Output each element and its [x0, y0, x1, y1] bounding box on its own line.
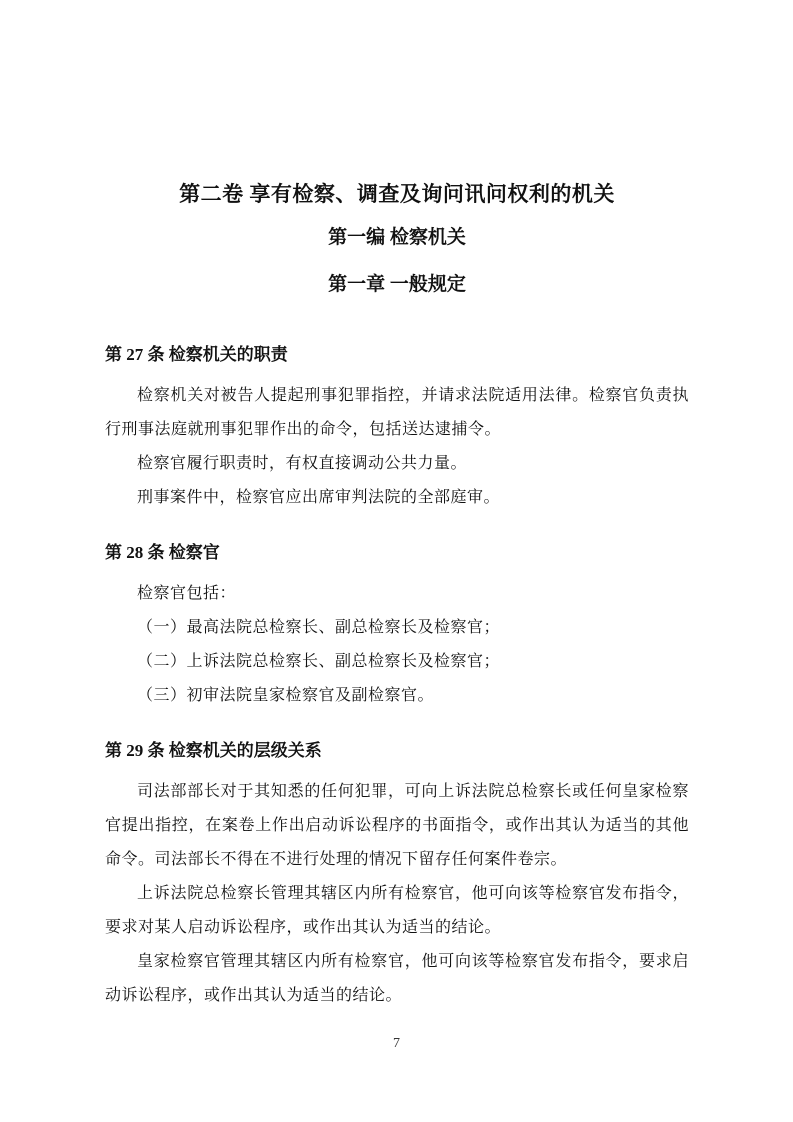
paragraph: 司法部部长对于其知悉的任何犯罪，可向上诉法院总检察长或任何皇家检察官提出指控，在案卷上作出启动诉讼程序的书面指令，或作出其认为适当的其他命令。司法部长不得在不进行处理的情况下留存任何案件卷宗。 [105, 783, 689, 868]
volume-title: 第二卷 享有检察、调查及询问讯问权利的机关 [179, 182, 615, 206]
paragraph: 检察官履行职责时，有权直接调动公共力量。 [137, 455, 468, 472]
part-title: 第一编 检察机关 [328, 227, 466, 248]
article-28 [105, 543, 689, 713]
paragraph: 上诉法院总检察长管理其辖区内所有检察官，他可向该等检察官发布指令，要求对某人启动诉讼程序，或作出其认为适当的结论。 [105, 885, 689, 936]
chapter-title: 第一章 一般规定 [328, 274, 466, 295]
page-number: 7 [393, 1036, 400, 1051]
paragraph: 检察机关对被告人提起刑事犯罪指控，并请求法院适用法律。检察官负责执行刑事法庭就刑事犯罪作出的命令，包括送达逮捕令。 [105, 387, 689, 438]
article-heading: 第 29 条 检察机关的层级关系 [105, 741, 322, 760]
paragraph: 皇家检察官管理其辖区内所有检察官，他可向该等检察官发布指令，要求启动诉讼程序，或作出其认为适当的结论。 [105, 953, 689, 1004]
article-heading: 第 28 条 检察官 [105, 543, 220, 562]
paragraph: 刑事案件中，检察官应出席审判法院的全部庭审。 [137, 489, 501, 506]
article-heading: 第 27 条 检察机关的职责 [105, 345, 288, 364]
list-item: （三）初审法院皇家检察官及副检察官。 [137, 687, 435, 704]
paragraph: 检察官包括： [137, 585, 237, 602]
list-item: （一）最高法院总检察长、副总检察长及检察官； [137, 619, 501, 636]
article-27 [105, 345, 689, 515]
list-item: （二）上诉法院总检察长、副总检察长及检察官； [137, 653, 501, 670]
article-29 [105, 741, 689, 1013]
